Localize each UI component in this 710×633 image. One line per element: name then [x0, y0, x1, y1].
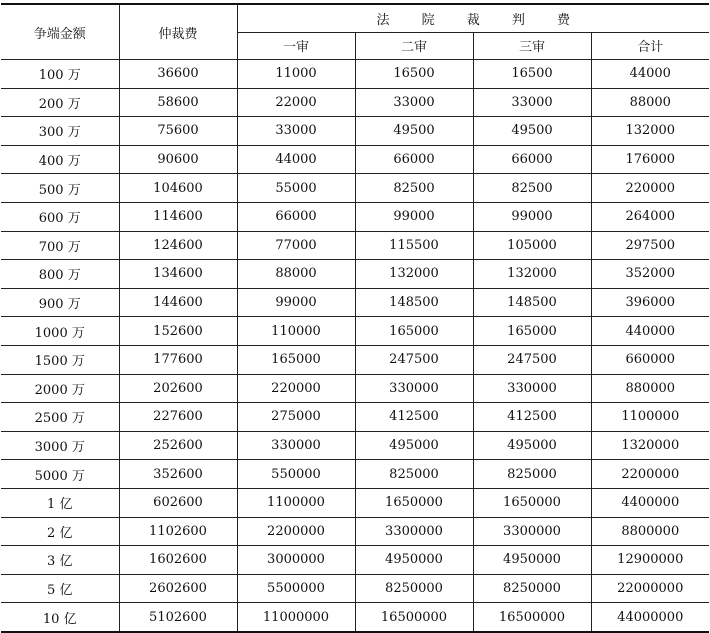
table-body: [1, 60, 709, 632]
cell-third-instance: 825000: [473, 460, 591, 489]
table-header: [1, 4, 709, 60]
cell-dispute-amount: 100 万: [1, 60, 119, 89]
header-total: 合计: [591, 32, 709, 60]
table-row: [1, 88, 709, 117]
cell-third-instance: 3300000: [473, 517, 591, 546]
table-row: [1, 488, 709, 517]
cell-dispute-amount: 3 亿: [1, 546, 119, 575]
cell-arbitration-fee: 58600: [119, 88, 237, 117]
cell-second-instance: 33000: [355, 88, 473, 117]
table-row: [1, 460, 709, 489]
cell-first-instance: 3000000: [237, 546, 355, 575]
cell-total: 660000: [591, 345, 709, 374]
cell-arbitration-fee: 352600: [119, 460, 237, 489]
cell-second-instance: 165000: [355, 317, 473, 346]
cell-first-instance: 77000: [237, 231, 355, 260]
cell-dispute-amount: 1000 万: [1, 317, 119, 346]
cell-second-instance: 16500000: [355, 603, 473, 632]
header-court-fees: 法 院 裁 判 费: [237, 4, 709, 32]
cell-dispute-amount: 2500 万: [1, 403, 119, 432]
fee-comparison-table: [1, 3, 709, 633]
cell-total: 440000: [591, 317, 709, 346]
cell-arbitration-fee: 36600: [119, 60, 237, 89]
cell-total: 297500: [591, 231, 709, 260]
cell-second-instance: 8250000: [355, 574, 473, 603]
cell-arbitration-fee: 114600: [119, 202, 237, 231]
cell-total: 22000000: [591, 574, 709, 603]
cell-dispute-amount: 5 亿: [1, 574, 119, 603]
cell-third-instance: 16500000: [473, 603, 591, 632]
cell-arbitration-fee: 2602600: [119, 574, 237, 603]
cell-third-instance: 33000: [473, 88, 591, 117]
cell-dispute-amount: 300 万: [1, 117, 119, 146]
cell-third-instance: 8250000: [473, 574, 591, 603]
cell-dispute-amount: 2 亿: [1, 517, 119, 546]
table-row: [1, 603, 709, 632]
cell-second-instance: 495000: [355, 431, 473, 460]
cell-second-instance: 66000: [355, 145, 473, 174]
header-first-instance: 一审: [237, 32, 355, 60]
cell-dispute-amount: 2000 万: [1, 374, 119, 403]
cell-total: 352000: [591, 260, 709, 289]
cell-first-instance: 33000: [237, 117, 355, 146]
cell-third-instance: 66000: [473, 145, 591, 174]
cell-first-instance: 165000: [237, 345, 355, 374]
table-row: [1, 374, 709, 403]
cell-total: 4400000: [591, 488, 709, 517]
table-row: [1, 403, 709, 432]
cell-first-instance: 110000: [237, 317, 355, 346]
cell-third-instance: 165000: [473, 317, 591, 346]
cell-third-instance: 330000: [473, 374, 591, 403]
cell-arbitration-fee: 90600: [119, 145, 237, 174]
cell-total: 44000: [591, 60, 709, 89]
cell-arbitration-fee: 177600: [119, 345, 237, 374]
table-row: [1, 317, 709, 346]
cell-first-instance: 1100000: [237, 488, 355, 517]
cell-third-instance: 4950000: [473, 546, 591, 575]
cell-second-instance: 247500: [355, 345, 473, 374]
cell-second-instance: 115500: [355, 231, 473, 260]
cell-third-instance: 132000: [473, 260, 591, 289]
cell-total: 176000: [591, 145, 709, 174]
cell-total: 220000: [591, 174, 709, 203]
cell-arbitration-fee: 152600: [119, 317, 237, 346]
cell-first-instance: 11000000: [237, 603, 355, 632]
cell-arbitration-fee: 227600: [119, 403, 237, 432]
cell-first-instance: 550000: [237, 460, 355, 489]
cell-third-instance: 99000: [473, 202, 591, 231]
cell-dispute-amount: 1500 万: [1, 345, 119, 374]
cell-total: 2200000: [591, 460, 709, 489]
cell-first-instance: 2200000: [237, 517, 355, 546]
cell-arbitration-fee: 1602600: [119, 546, 237, 575]
cell-second-instance: 148500: [355, 288, 473, 317]
cell-third-instance: 16500: [473, 60, 591, 89]
cell-first-instance: 88000: [237, 260, 355, 289]
cell-third-instance: 1650000: [473, 488, 591, 517]
header-dispute-amount: 争端金额: [1, 4, 119, 60]
cell-second-instance: 16500: [355, 60, 473, 89]
cell-dispute-amount: 700 万: [1, 231, 119, 260]
cell-first-instance: 11000: [237, 60, 355, 89]
cell-total: 880000: [591, 374, 709, 403]
cell-second-instance: 1650000: [355, 488, 473, 517]
cell-arbitration-fee: 1102600: [119, 517, 237, 546]
header-third-instance: 三审: [473, 32, 591, 60]
table-row: [1, 345, 709, 374]
table-row: [1, 517, 709, 546]
cell-third-instance: 495000: [473, 431, 591, 460]
table-row: [1, 574, 709, 603]
cell-dispute-amount: 600 万: [1, 202, 119, 231]
cell-first-instance: 220000: [237, 374, 355, 403]
cell-third-instance: 49500: [473, 117, 591, 146]
cell-dispute-amount: 5000 万: [1, 460, 119, 489]
cell-dispute-amount: 3000 万: [1, 431, 119, 460]
header-row-top: [1, 4, 709, 32]
cell-third-instance: 82500: [473, 174, 591, 203]
cell-arbitration-fee: 144600: [119, 288, 237, 317]
cell-third-instance: 412500: [473, 403, 591, 432]
cell-second-instance: 49500: [355, 117, 473, 146]
table-row: [1, 174, 709, 203]
cell-first-instance: 275000: [237, 403, 355, 432]
cell-total: 1320000: [591, 431, 709, 460]
cell-first-instance: 5500000: [237, 574, 355, 603]
cell-total: 88000: [591, 88, 709, 117]
cell-dispute-amount: 200 万: [1, 88, 119, 117]
cell-second-instance: 330000: [355, 374, 473, 403]
cell-arbitration-fee: 104600: [119, 174, 237, 203]
cell-third-instance: 105000: [473, 231, 591, 260]
table-row: [1, 117, 709, 146]
table-row: [1, 231, 709, 260]
cell-total: 44000000: [591, 603, 709, 632]
cell-arbitration-fee: 124600: [119, 231, 237, 260]
cell-total: 12900000: [591, 546, 709, 575]
table-row: [1, 145, 709, 174]
cell-total: 132000: [591, 117, 709, 146]
cell-arbitration-fee: 602600: [119, 488, 237, 517]
cell-first-instance: 22000: [237, 88, 355, 117]
cell-first-instance: 66000: [237, 202, 355, 231]
cell-first-instance: 55000: [237, 174, 355, 203]
cell-second-instance: 82500: [355, 174, 473, 203]
table-row: [1, 202, 709, 231]
cell-second-instance: 3300000: [355, 517, 473, 546]
cell-second-instance: 412500: [355, 403, 473, 432]
cell-dispute-amount: 1 亿: [1, 488, 119, 517]
cell-second-instance: 4950000: [355, 546, 473, 575]
cell-dispute-amount: 900 万: [1, 288, 119, 317]
cell-second-instance: 99000: [355, 202, 473, 231]
cell-arbitration-fee: 75600: [119, 117, 237, 146]
table-row: [1, 260, 709, 289]
cell-first-instance: 330000: [237, 431, 355, 460]
cell-total: 396000: [591, 288, 709, 317]
cell-dispute-amount: 500 万: [1, 174, 119, 203]
cell-third-instance: 247500: [473, 345, 591, 374]
header-second-instance: 二审: [355, 32, 473, 60]
header-arbitration-fee: 仲裁费: [119, 4, 237, 60]
cell-dispute-amount: 10 亿: [1, 603, 119, 632]
table-row: [1, 60, 709, 89]
cell-arbitration-fee: 5102600: [119, 603, 237, 632]
table-row: [1, 431, 709, 460]
table-row: [1, 546, 709, 575]
cell-first-instance: 44000: [237, 145, 355, 174]
cell-second-instance: 132000: [355, 260, 473, 289]
cell-total: 8800000: [591, 517, 709, 546]
cell-second-instance: 825000: [355, 460, 473, 489]
table-row: [1, 288, 709, 317]
cell-arbitration-fee: 202600: [119, 374, 237, 403]
cell-dispute-amount: 400 万: [1, 145, 119, 174]
cell-first-instance: 99000: [237, 288, 355, 317]
cell-dispute-amount: 800 万: [1, 260, 119, 289]
cell-arbitration-fee: 134600: [119, 260, 237, 289]
cell-arbitration-fee: 252600: [119, 431, 237, 460]
cell-total: 1100000: [591, 403, 709, 432]
cell-third-instance: 148500: [473, 288, 591, 317]
cell-total: 264000: [591, 202, 709, 231]
